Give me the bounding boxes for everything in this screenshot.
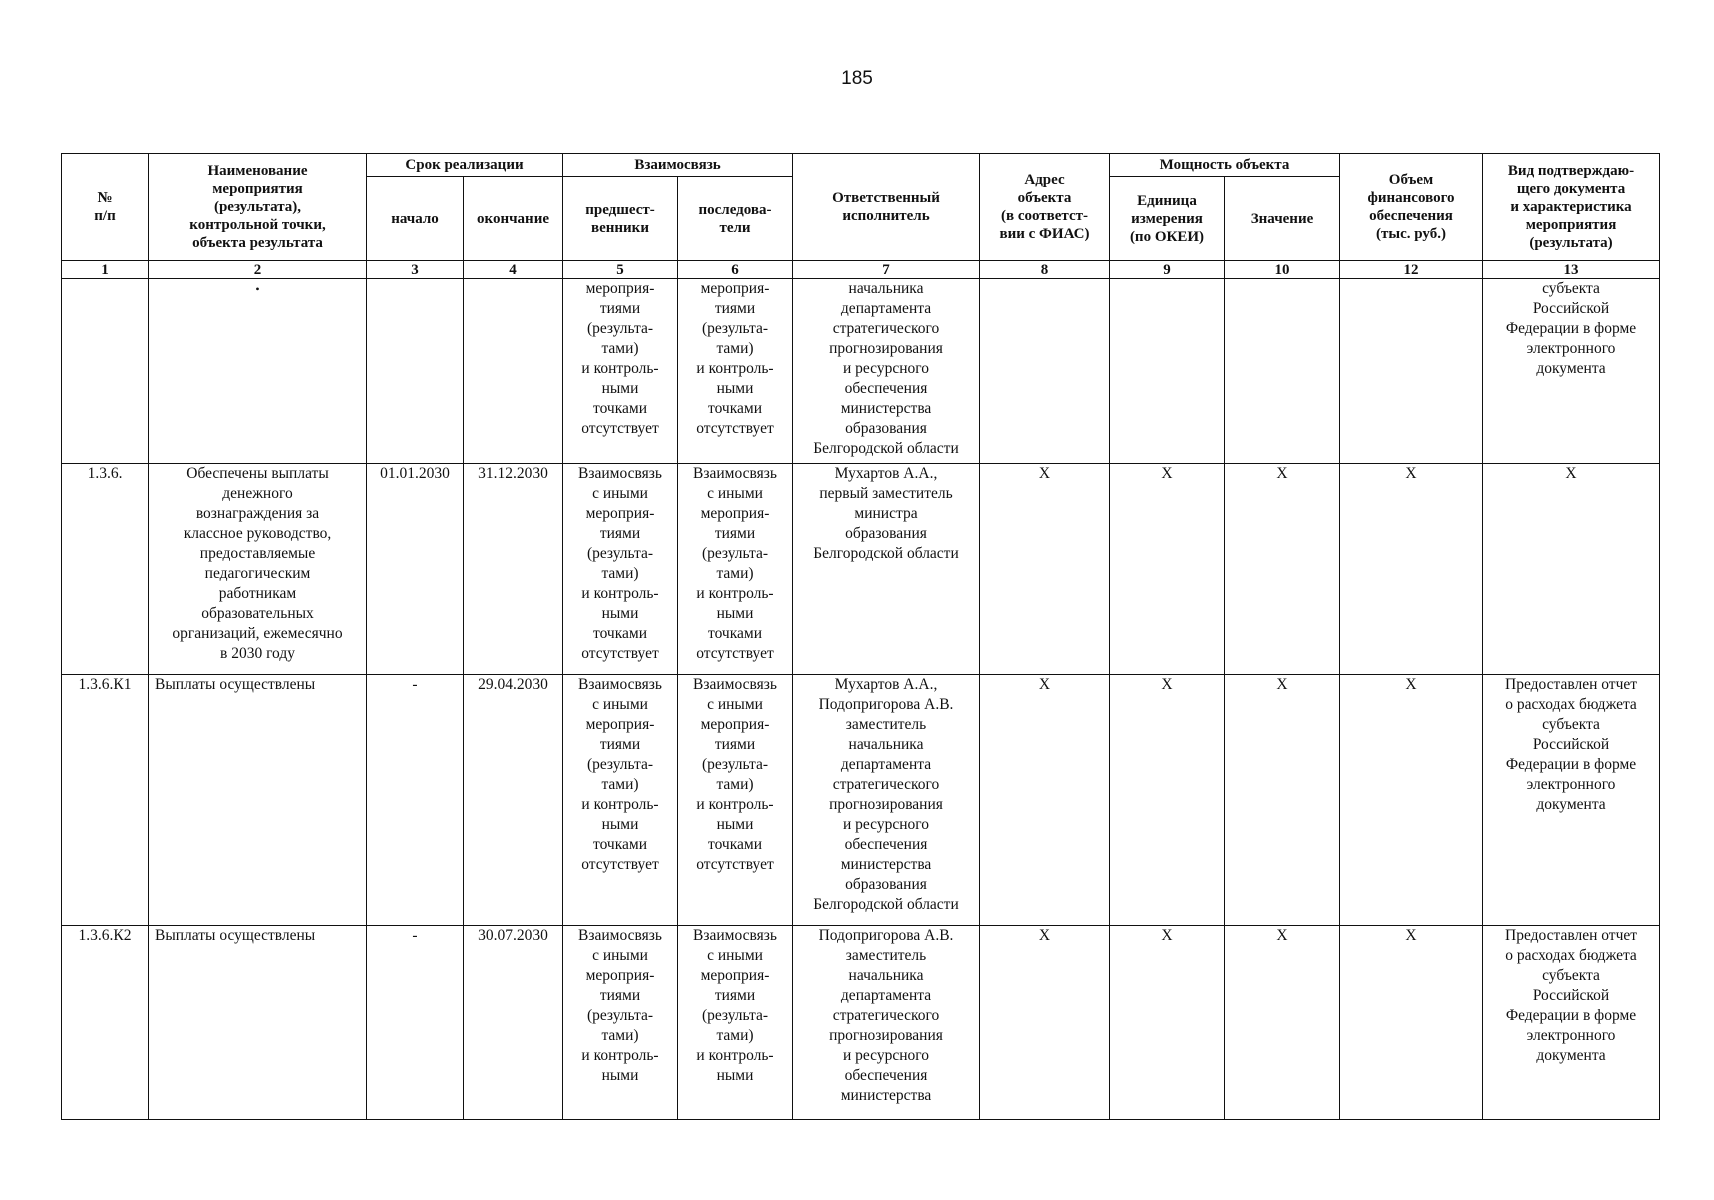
cell-text-line: и ресурсного [842,1047,929,1064]
cell-text-line: (результа- [586,320,654,337]
row-value: X [1225,675,1340,926]
cell-text-line: стратегического [832,320,940,337]
cell-text-line: и ресурсного [842,816,929,833]
cell-text-line: Федерации в форме [1505,756,1637,773]
column-number: 13 [1483,261,1660,279]
cell-text-line: (результа- [701,545,769,562]
cell-text-line: (результа- [701,756,769,773]
cell-text-line: Наименование [207,163,308,179]
cell-text-line: с иными [592,696,648,713]
table-row [62,279,1660,464]
cell-text-line: тиями [599,300,641,317]
cell-text-line: субъекта [1542,280,1600,297]
cell-text-line: точками [593,836,647,853]
row-number: 1.3.6.К1 [62,675,149,926]
cell-text-line: Взаимосвязь [693,676,777,693]
cell-text-line: с иными [707,485,763,502]
row-funding [1340,279,1483,464]
cell-text-line: и контроль- [581,585,659,602]
row-start-date: - [367,675,464,926]
cell-text-line: финансового [1367,190,1455,206]
column-number: 1 [62,261,149,279]
cell-text-line: стратегического [832,776,940,793]
cell-text-line: и ресурсного [842,360,929,377]
cell-text-line: исполнитель [842,208,930,224]
cell-text-line: тами) [601,565,639,582]
cell-text-line: Российской [1532,300,1610,317]
row-predecessors [563,926,678,1120]
row-predecessors [563,279,678,464]
cell-text-line: субъекта [1542,967,1600,984]
header-doc-type [1483,154,1660,261]
column-number: 12 [1340,261,1483,279]
row-start-date: 01.01.2030 [367,464,464,675]
cell-text-line: образования [845,876,927,893]
cell-text-line: контрольной точки, [189,217,326,233]
cell-text-line: Единица [1137,192,1197,209]
row-start-date: - [367,926,464,1120]
cell-text-line: и контроль- [696,585,774,602]
cell-text-line: прогнозирования [829,796,943,813]
cell-text-line: с иными [707,947,763,964]
cell-text-line: мероприя- [700,505,770,522]
row-predecessors [563,464,678,675]
row-funding: X [1340,464,1483,675]
cell-text-line: образования [845,525,927,542]
cell-text-line: Взаимосвязь [578,465,662,482]
row-name: Выплаты осуществлены [149,675,367,926]
cell-text-line: о расходах бюджета [1505,947,1637,964]
row-successors [678,464,793,675]
header-capacity-group: Мощность объекта [1110,154,1340,177]
column-number: 2 [149,261,367,279]
row-name: Выплаты осуществлены [149,926,367,1120]
row-successors [678,279,793,464]
cell-text-line: заместитель [845,716,927,733]
cell-text-line: ными [716,1067,754,1084]
cell-text-line: тиями [599,987,641,1004]
cell-text-line: вознаграждения за [195,505,320,522]
cell-text-line: измерения [1131,210,1203,227]
row-address: X [980,464,1110,675]
row-responsible [793,675,980,926]
cell-text-line: Взаимосвязь [578,927,662,944]
cell-text-line: обеспечения [844,836,928,853]
cell-text-line: департамента [840,300,932,317]
cell-text-line: обеспечения [844,1067,928,1084]
row-number: 1.3.6.К2 [62,926,149,1120]
cell-text-line: электронного [1526,340,1616,357]
cell-text-line: ными [601,605,639,622]
header-link-prev [563,177,678,261]
header-value: Значение [1225,177,1340,261]
row-successors [678,926,793,1120]
cell-text-line: (результа- [586,756,654,773]
cell-text-line: мероприятия [212,181,303,197]
cell-text-line: электронного [1526,1027,1616,1044]
cell-text-line: документа [1536,360,1606,377]
row-responsible [793,279,980,464]
cell-text-line: министерства [840,856,932,873]
cell-text-line: отсутствует [581,856,659,873]
cell-text-line: Подопригорова А.В. [818,696,954,713]
row-number: 1.3.6. [62,464,149,675]
cell-text-line: ными [716,605,754,622]
cell-text-line: отсутствует [696,420,774,437]
cell-text-line: мероприя- [585,967,655,984]
header-funding [1340,154,1483,261]
cell-text-line: Мухартов А.А., [834,676,938,693]
cell-text-line: Обеспечены выплаты [186,465,329,482]
cell-text-line: ными [601,816,639,833]
cell-text-line: тели [719,219,751,236]
cell-text-line: денежного [222,485,293,502]
cell-text-line: Российской [1532,987,1610,1004]
cell-text-line: X [1565,465,1577,482]
table-row [62,926,1660,1120]
row-end-date [464,279,563,464]
cell-text-line: Предоставлен отчет [1505,927,1638,944]
cell-text-line: и контроль- [581,360,659,377]
cell-text-line: ными [601,380,639,397]
header-address [980,154,1110,261]
cell-text-line: отсутствует [581,645,659,662]
cell-text-line: и характеристика [1510,199,1632,215]
header-term-group: Срок реализации [367,154,563,177]
header-link-next [678,177,793,261]
cell-text-line: департамента [840,987,932,1004]
cell-text-line: Адрес [1024,172,1065,188]
cell-text-line: образовательных [201,605,314,622]
cell-text-line: мероприя- [700,280,770,297]
cell-text-line: Взаимосвязь [693,927,777,944]
cell-text-line: Объем [1388,172,1434,188]
header-link-group: Взаимосвязь [563,154,793,177]
cell-text-line: точками [593,400,647,417]
cell-text-line: ными [716,816,754,833]
cell-text-line: документа [1536,796,1606,813]
cell-text-line: № [97,190,113,206]
cell-text-line: Вид подтверждаю- [1507,163,1635,179]
table-body [62,279,1660,1120]
column-number-row [62,261,1660,279]
cell-text-line: тиями [714,525,756,542]
cell-text-line: тами) [716,776,754,793]
row-unit: X [1110,675,1225,926]
header-term-end: окончание [464,177,563,261]
row-funding: X [1340,675,1483,926]
header-responsible [793,154,980,261]
cell-text-line: тами) [601,776,639,793]
cell-text-line: заместитель [845,947,927,964]
cell-text-line: тами) [716,1027,754,1044]
cell-text-line: венники [591,219,649,236]
cell-text-line: (по ОКЕИ) [1129,228,1205,245]
header-unit [1110,177,1225,261]
cell-text-line: и контроль- [696,360,774,377]
row-address: X [980,675,1110,926]
cell-text-line: (тыс. руб.) [1376,226,1446,242]
cell-text-line: министра [854,505,918,522]
plan-table [61,153,1660,1120]
cell-text-line: тиями [714,987,756,1004]
cell-text-line: мероприя- [585,280,655,297]
cell-text-line: начальника [848,967,924,984]
cell-text-line: тиями [714,300,756,317]
cell-text-line: и контроль- [581,796,659,813]
cell-text-line: стратегического [832,1007,940,1024]
row-responsible [793,464,980,675]
cell-text-line: (результа- [586,1007,654,1024]
cell-text-line: тами) [601,1027,639,1044]
column-number: 4 [464,261,563,279]
row-end-date: 31.12.2030 [464,464,563,675]
row-document [1483,464,1660,675]
row-document [1483,926,1660,1120]
cell-text-line: обеспечения [844,380,928,397]
cell-text-line: (результата) [1529,235,1613,251]
column-number: 7 [793,261,980,279]
row-end-date: 30.07.2030 [464,926,563,1120]
cell-text-line: щего документа [1516,181,1626,197]
cell-text-line: отсутствует [696,645,774,662]
cell-text-line: предоставляемые [199,545,316,562]
cell-text-line: департамента [840,756,932,773]
cell-text-line: отсутствует [581,420,659,437]
cell-text-line: отсутствует [696,856,774,873]
table-row [62,675,1660,926]
cell-text-line: о расходах бюджета [1505,696,1637,713]
cell-text-line: мероприятия [1525,217,1617,233]
header-name [149,154,367,261]
cell-text-line: Федерации в форме [1505,320,1637,337]
cell-text-line: предшест- [585,201,655,218]
cell-text-line: начальника [848,736,924,753]
cell-text-line: Взаимосвязь [578,676,662,693]
cell-text-line: тами) [716,340,754,357]
cell-text-line: Подопригорова А.В. [818,927,954,944]
page-number: 185 [841,68,873,89]
cell-text-line: Федерации в форме [1505,1007,1637,1024]
cell-text-line: мероприя- [585,505,655,522]
cell-text-line: документа [1536,1047,1606,1064]
cell-text-line: точками [708,836,762,853]
cell-text-line: точками [593,625,647,642]
cell-text-line: тиями [599,525,641,542]
cell-text-line: ными [601,1067,639,1084]
cell-text-line: с иными [592,947,648,964]
cell-text-line: вии с ФИАС) [999,226,1090,242]
cell-text-line: организаций, ежемесячно [172,625,343,642]
cell-text-line: Белгородской области [813,896,959,913]
column-number: 9 [1110,261,1225,279]
cell-text-line: ными [716,380,754,397]
row-name [149,279,367,464]
cell-text-line: Российской [1532,736,1610,753]
cell-text-line: и контроль- [581,1047,659,1064]
cell-text-line: (результа- [586,545,654,562]
cell-text-line: последова- [698,201,772,218]
table-header [62,154,1660,279]
cell-text-line: и контроль- [696,796,774,813]
cell-text-line: тиями [599,736,641,753]
cell-text-line: электронного [1526,776,1616,793]
cell-text-line: мероприя- [700,967,770,984]
cell-text-line: прогнозирования [829,1027,943,1044]
row-name [149,464,367,675]
cell-text-line: тами) [716,565,754,582]
cell-text-line: Мухартов А.А., [834,465,938,482]
cell-text-line: (результа- [701,1007,769,1024]
cell-text-line: начальника [848,280,924,297]
cell-text-line: обеспечения [1369,208,1453,224]
table-row [62,464,1660,675]
cell-text-line: образования [845,420,927,437]
cell-text-line: Предоставлен отчет [1505,676,1638,693]
cell-text-line: (результа- [701,320,769,337]
header-term-start: начало [367,177,464,261]
row-funding: X [1340,926,1483,1120]
row-responsible [793,926,980,1120]
cell-text-line: объекта [1017,190,1072,206]
cell-text-line: объекта результата [192,235,323,251]
row-predecessors [563,675,678,926]
cell-text-line: работникам [218,585,297,602]
cell-text-line: точками [708,400,762,417]
cell-text-line: п/п [94,208,116,224]
row-value [1225,279,1340,464]
row-unit [1110,279,1225,464]
cell-text-line: с иными [707,696,763,713]
cell-text-line: Взаимосвязь [693,465,777,482]
cell-text-line: прогнозирования [829,340,943,357]
cell-text-line: Ответственный [832,190,940,206]
row-document [1483,675,1660,926]
row-value: X [1225,464,1340,675]
row-unit: X [1110,464,1225,675]
cell-text-line: педагогическим [204,565,311,582]
cell-text-line: (в соответст- [1000,208,1088,224]
column-number: 6 [678,261,793,279]
cell-text-line: точками [708,625,762,642]
column-number: 8 [980,261,1110,279]
column-number: 3 [367,261,464,279]
cell-text-line: министерства [840,1087,932,1104]
cell-text-line: классное руководство, [183,525,332,542]
column-number: 5 [563,261,678,279]
row-address: X [980,926,1110,1120]
cell-text-line: министерства [840,400,932,417]
cell-text-line: в 2030 году [220,645,295,662]
cell-text-line: (результата), [213,199,302,215]
row-end-date: 29.04.2030 [464,675,563,926]
cell-text-line: мероприя- [585,716,655,733]
row-address [980,279,1110,464]
row-value: X [1225,926,1340,1120]
cell-text-line: мероприя- [700,716,770,733]
row-start-date [367,279,464,464]
cell-text-line: первый заместитель [819,485,953,502]
cell-text-line: Белгородской области [813,440,959,457]
row-successors [678,675,793,926]
cell-text-line: с иными [592,485,648,502]
row-number [62,279,149,464]
cell-text-line: Белгородской области [813,545,959,562]
bullet-mark: • [255,282,260,296]
cell-text-line: тами) [601,340,639,357]
cell-text-line: тиями [714,736,756,753]
header-num [62,154,149,261]
column-number: 10 [1225,261,1340,279]
cell-text-line: и контроль- [696,1047,774,1064]
row-unit: X [1110,926,1225,1120]
cell-text-line: субъекта [1542,716,1600,733]
row-document [1483,279,1660,464]
